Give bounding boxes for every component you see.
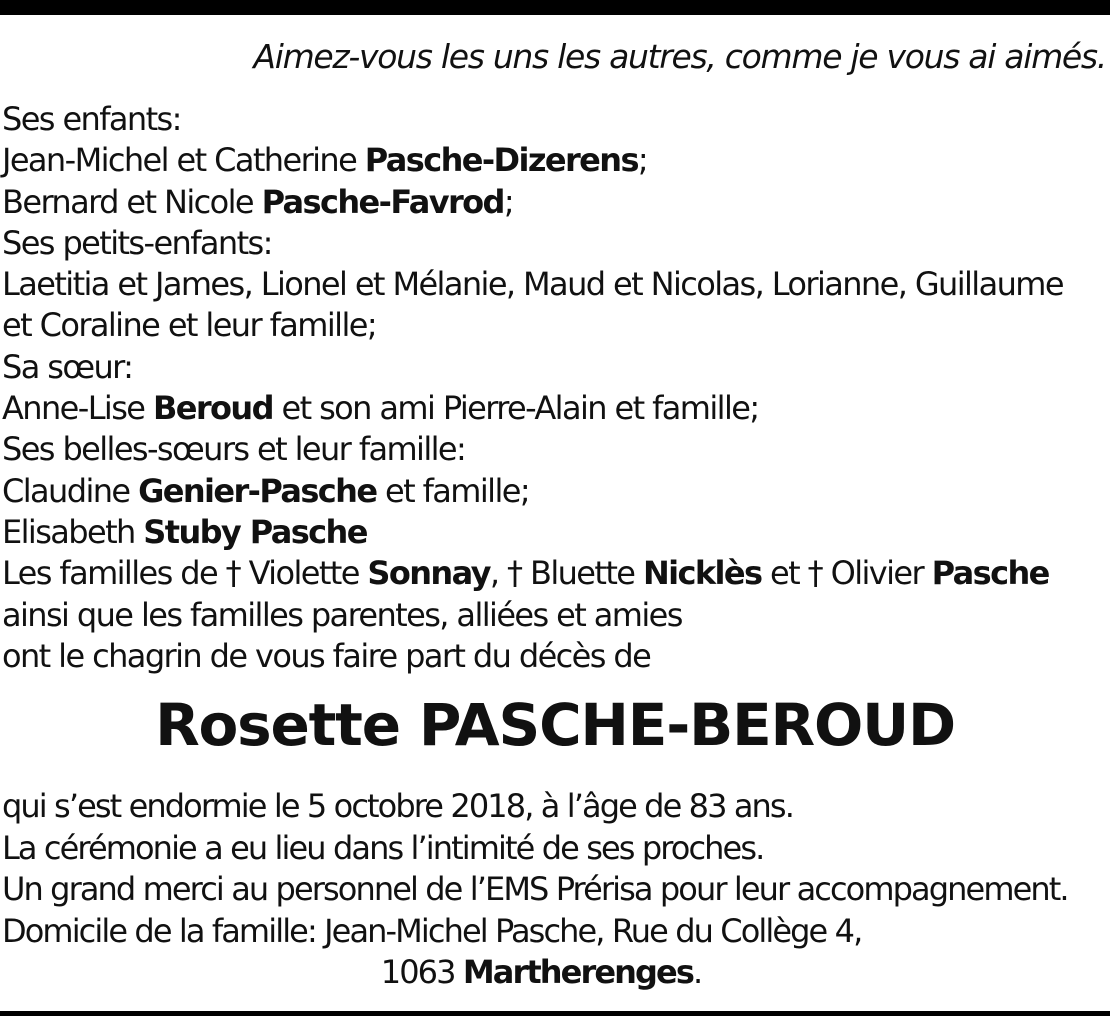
families-surname: Pasche bbox=[931, 554, 1049, 593]
child-entry: Jean-Michel et Catherine Pasche-Dizerens; bbox=[2, 141, 648, 180]
families-entry bbox=[2, 553, 1110, 594]
sister-in-law-first-name: Claudine bbox=[2, 471, 139, 510]
top-rule bbox=[0, 0, 1110, 15]
town-suffix: . bbox=[692, 953, 702, 991]
sister-in-law-entry bbox=[2, 512, 1110, 553]
relatives-line: ainsi que les familles parentes, alliées et amies bbox=[2, 595, 682, 634]
grandchildren-names: Laetitia et James, Lionel et Mélanie, Maud et Nicolas, Lorianne, Guillaume bbox=[2, 265, 1063, 304]
announcement-line: ont le chagrin de vous faire part du décès de bbox=[2, 636, 651, 675]
death-date-line: qui s’est endormie le 5 octobre 2018, à l’âge de 83 ans. bbox=[2, 787, 793, 825]
sister-in-law-entry bbox=[2, 471, 1110, 512]
sister-entry bbox=[2, 388, 1110, 429]
sister-surname: Beroud bbox=[152, 389, 273, 428]
sister-first-name: Anne-Lise bbox=[2, 389, 153, 428]
motto-quote: Aimez-vous les uns les autres, comme je vous ai aimés. bbox=[253, 37, 1106, 76]
child-surname: Pasche-Dizerens bbox=[364, 141, 638, 180]
children-heading: Ses enfants: bbox=[2, 100, 181, 138]
postcode: 1063 bbox=[380, 953, 463, 991]
town: Martherenges bbox=[462, 953, 693, 991]
families-surname: Nicklès bbox=[642, 554, 762, 593]
sister-rest: et son ami Pierre-Alain et famille; bbox=[272, 389, 759, 428]
sister-in-law-surname: Stuby Pasche bbox=[143, 512, 367, 551]
child-first-names: Jean-Michel et Catherine bbox=[2, 141, 365, 180]
families-separator: , † Bluette bbox=[489, 554, 643, 593]
sisters-in-law-heading: Ses belles-sœurs et leur famille: bbox=[2, 430, 466, 469]
sister-in-law-first-name: Elisabeth bbox=[2, 512, 144, 551]
family-list bbox=[2, 99, 1110, 677]
families-prefix: Les familles de † Violette bbox=[2, 554, 368, 593]
closing-block bbox=[2, 786, 1110, 994]
child-first-names: Bernard et Nicole bbox=[2, 182, 262, 221]
sister-in-law-rest: et famille; bbox=[376, 471, 530, 510]
deceased-name: Rosette PASCHE-BEROUD bbox=[155, 691, 955, 759]
thanks-line: Un grand merci au personnel de l’EMS Prérisa pour leur accompagnement. bbox=[2, 870, 1068, 908]
child-entry: Bernard et Nicole Pasche-Favrod; bbox=[2, 182, 514, 221]
sister-heading: Sa sœur: bbox=[2, 347, 133, 386]
bottom-rule bbox=[0, 1011, 1110, 1016]
families-separator: et † Olivier bbox=[761, 554, 932, 593]
child-surname: Pasche-Favrod bbox=[261, 182, 504, 221]
sister-in-law-surname: Genier-Pasche bbox=[138, 471, 377, 510]
grandchildren-heading: Ses petits-enfants: bbox=[2, 223, 272, 262]
ceremony-line: La cérémonie a eu lieu dans l’intimité de ses proches. bbox=[2, 828, 764, 867]
family-address-line: Domicile de la famille: Jean-Michel Pasche, Rue du Collège 4, bbox=[2, 911, 862, 950]
grandchildren-names-cont: et Coraline et leur famille; bbox=[2, 306, 376, 345]
postcode-town-line bbox=[2, 952, 1110, 994]
families-surname: Sonnay bbox=[367, 554, 490, 593]
